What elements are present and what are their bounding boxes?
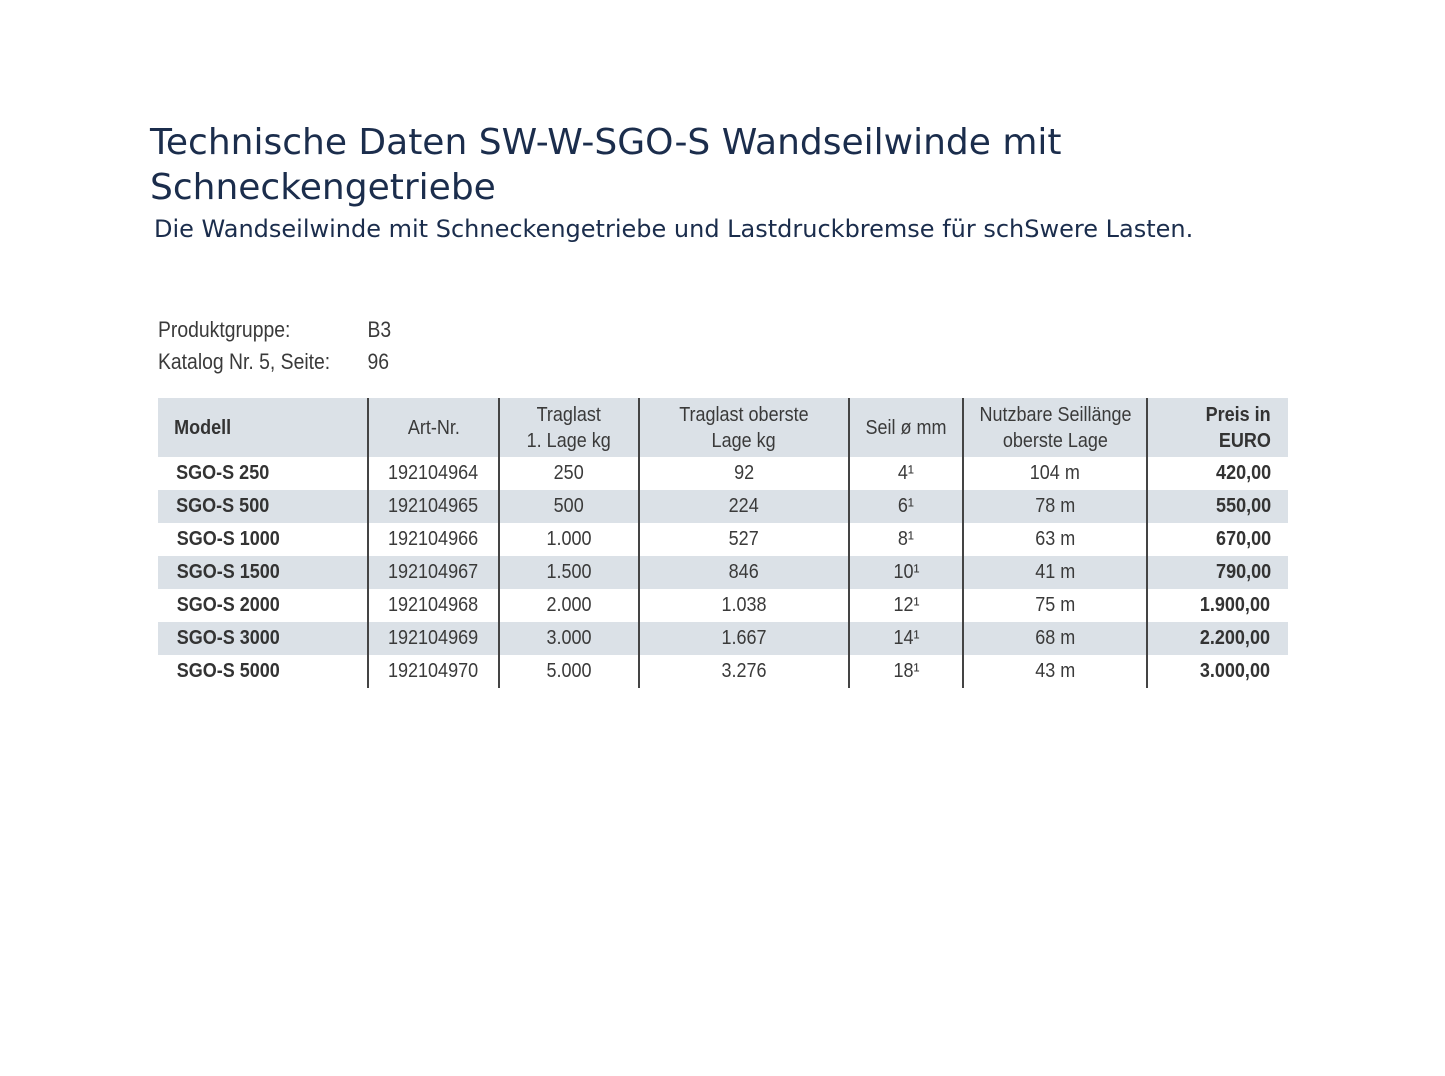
table-header-row [158,398,1288,457]
cell-rope-diameter: 10¹ [849,556,963,589]
cell-model: SGO-S 250 [176,462,270,484]
cell-load-first-layer: 2.000 [499,589,639,622]
cell-load-top-layer: 846 [639,556,849,589]
cell-usable-rope-length: 63 m [963,523,1147,556]
table-row [158,523,1288,556]
cell-usable-rope-length: 41 m [963,556,1147,589]
catalog-label: Katalog Nr. 5, Seite: [158,349,331,374]
cell-rope-diameter: 18¹ [849,655,963,688]
header-art-nr: Art-Nr. [368,398,499,457]
cell-model: SGO-S 3000 [158,622,368,655]
cell-usable-rope-length: 43 m [963,655,1147,688]
header-load-first-layer: Traglast 1. Lage kg [499,398,639,457]
cell-load-first-layer: 250 [499,457,639,490]
cell-art-nr: 192104968 [368,589,499,622]
header-price: Preis in EURO [1147,398,1288,457]
cell-rope-diameter: 8¹ [849,523,963,556]
table-row [158,655,1288,688]
cell-usable-rope-length: 75 m [963,589,1147,622]
header-model: Modell [158,398,368,457]
header-load-top-layer: Traglast oberste Lage kg [639,398,849,457]
cell-price: 550,00 [1147,490,1288,523]
cell-art-nr: 192104969 [368,622,499,655]
product-group-value: B3 [367,317,392,342]
product-group-row [158,314,391,346]
cell-price: 3.000,00 [1147,655,1288,688]
cell-load-top-layer: 1.038 [639,589,849,622]
cell-price: 2.200,00 [1147,622,1288,655]
cell-usable-rope-length: 78 m [963,490,1147,523]
cell-load-top-layer: 527 [639,523,849,556]
cell-art-nr: 192104970 [368,655,499,688]
cell-price: 790,00 [1147,556,1288,589]
cell-load-top-layer: 92 [639,457,849,490]
cell-usable-rope-length: 104 m [963,457,1147,490]
cell-art-nr: 192104965 [368,490,499,523]
table-row [158,457,1288,490]
cell-usable-rope-length: 68 m [963,622,1147,655]
cell-load-first-layer: 5.000 [499,655,639,688]
cell-price: 1.900,00 [1147,589,1288,622]
cell-rope-diameter: 14¹ [849,622,963,655]
cell-art-nr: 192104967 [368,556,499,589]
table-row [158,589,1288,622]
spec-table [158,398,1288,688]
cell-rope-diameter: 4¹ [849,457,963,490]
catalog-value: 96 [367,349,389,374]
header-rope-diameter: Seil ø mm [849,398,963,457]
header-usable-rope-length: Nutzbare Seillänge oberste Lage [963,398,1147,457]
cell-model: SGO-S 1500 [158,556,368,589]
cell-model: SGO-S 5000 [176,660,280,682]
catalog-info [158,314,391,378]
cell-price: 420,00 [1147,457,1288,490]
catalog-row [158,346,391,378]
cell-art-nr: 192104964 [368,457,499,490]
page-subtitle: Die Wandseilwinde mit Schneckengetriebe und Lastdruckbremse für schSwere Lasten. [154,215,1194,243]
cell-load-top-layer: 1.667 [639,622,849,655]
page-title: Technische Daten SW-W-SGO-S Wandseilwinde mit Schneckengetriebe [150,122,1062,208]
cell-load-first-layer: 3.000 [499,622,639,655]
table-row [158,556,1288,589]
cell-rope-diameter: 6¹ [849,490,963,523]
product-group-label: Produktgruppe: [158,317,291,342]
cell-load-top-layer: 224 [639,490,849,523]
cell-load-top-layer: 3.276 [639,655,849,688]
cell-load-first-layer: 1.500 [499,556,639,589]
cell-model: SGO-S 2000 [176,594,280,616]
cell-rope-diameter: 12¹ [849,589,963,622]
table-row [158,622,1288,655]
cell-art-nr: 192104966 [368,523,499,556]
cell-load-first-layer: 1.000 [499,523,639,556]
cell-model: SGO-S 500 [158,490,368,523]
cell-model: SGO-S 1000 [176,528,280,550]
cell-price: 670,00 [1147,523,1288,556]
cell-load-first-layer: 500 [499,490,639,523]
table-row [158,490,1288,523]
